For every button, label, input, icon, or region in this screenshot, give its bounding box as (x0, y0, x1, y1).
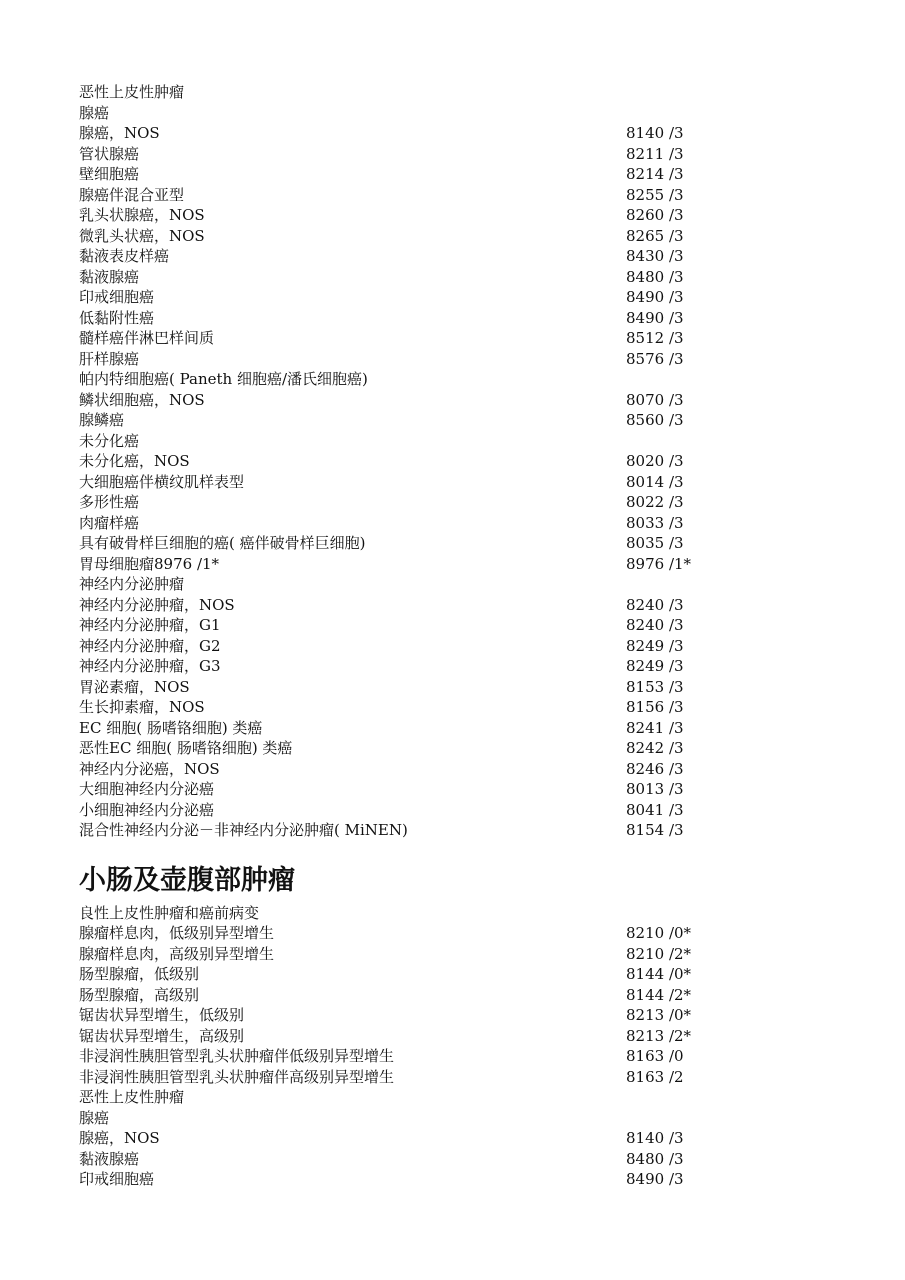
icd-code (626, 1087, 746, 1108)
table-row (79, 1046, 839, 1067)
icd-code: 8246 /3 (626, 759, 684, 778)
term-label: 混合性神经内分泌－非神经内分泌肿瘤( MiNEN) (79, 821, 408, 839)
table-row (79, 738, 839, 759)
table-row (79, 1026, 839, 1047)
term-label: 非浸润性胰胆管型乳头状肿瘤伴低级别异型增生 (79, 1047, 395, 1065)
table-row (79, 246, 839, 267)
icd-code: 8241 /3 (626, 718, 684, 737)
icd-code: 8242 /3 (626, 739, 684, 757)
table-row (79, 554, 839, 575)
term-label: 神经内分泌癌，NOS (79, 759, 220, 778)
term-label: 腺癌，NOS (79, 124, 160, 142)
icd-code: 8240 /3 (626, 595, 684, 614)
icd-code (626, 431, 746, 452)
icd-code: 8035 /3 (626, 534, 684, 552)
term-label: 大细胞神经内分泌癌 (79, 780, 215, 798)
icd-code (626, 103, 746, 124)
term-label: 印戒细胞癌 (79, 288, 155, 306)
table-row (79, 718, 839, 739)
icd-code (626, 574, 746, 595)
table-row (79, 944, 839, 965)
term-label: 黏液腺癌 (79, 267, 140, 286)
table-row (79, 533, 839, 554)
icd-code: 8976 /1* (626, 554, 692, 573)
table-row (79, 1108, 839, 1129)
term-label: 腺癌 (79, 103, 110, 122)
icd-code: 8255 /3 (626, 185, 684, 204)
table-row (79, 103, 839, 124)
table-row (79, 595, 839, 616)
term-label: 壁细胞癌 (79, 165, 140, 183)
table-row (79, 964, 839, 985)
table-row (79, 390, 839, 411)
table-row (79, 144, 839, 165)
icd-code: 8013 /3 (626, 780, 684, 798)
icd-code (626, 1108, 746, 1129)
term-label: 未分化癌，NOS (79, 452, 190, 470)
term-label: 肝样腺癌 (79, 349, 140, 368)
icd-code: 8490 /3 (626, 1170, 684, 1188)
icd-code: 8140 /3 (626, 1129, 684, 1147)
icd-code: 8153 /3 (626, 677, 684, 696)
term-label: 腺瘤样息肉，低级别异型增生 (79, 924, 275, 942)
term-label: 神经内分泌肿瘤，G2 (79, 636, 221, 655)
icd-code: 8033 /3 (626, 513, 684, 532)
term-label: 神经内分泌肿瘤 (79, 575, 185, 593)
table-row (79, 800, 839, 821)
icd-code: 8163 /0 (626, 1047, 684, 1065)
table-row (79, 923, 839, 944)
table-row (79, 1128, 839, 1149)
term-label: 具有破骨样巨细胞的癌( 癌伴破骨样巨细胞) (79, 534, 366, 552)
icd-code: 8560 /3 (626, 411, 684, 429)
icd-code: 8213 /2* (626, 1026, 692, 1045)
term-label: 腺癌伴混合亚型 (79, 185, 185, 204)
table-row (79, 1067, 839, 1088)
table-row (79, 267, 839, 288)
table-row (79, 759, 839, 780)
icd-code: 8144 /0* (626, 965, 692, 983)
term-label: 恶性上皮性肿瘤 (79, 83, 185, 101)
term-label: 肉瘤样癌 (79, 513, 140, 532)
term-label: 恶性EC 细胞( 肠嗜铬细胞) 类癌 (79, 739, 293, 757)
term-label: 非浸润性胰胆管型乳头状肿瘤伴高级别异型增生 (79, 1067, 395, 1086)
term-label: 神经内分泌肿瘤，G1 (79, 616, 221, 634)
table-row (79, 185, 839, 206)
icd-code (626, 82, 746, 103)
icd-code: 8014 /3 (626, 472, 684, 491)
icd-code: 8041 /3 (626, 800, 684, 819)
table-row (79, 1087, 839, 1108)
term-label: 生长抑素瘤，NOS (79, 698, 205, 716)
icd-code: 8020 /3 (626, 452, 684, 470)
table-row (79, 226, 839, 247)
icd-code: 8480 /3 (626, 267, 684, 286)
icd-code: 8265 /3 (626, 226, 684, 245)
table-row (79, 287, 839, 308)
table-row (79, 472, 839, 493)
table-row (79, 328, 839, 349)
section-heading: 小肠及壶腹部肿瘤 (79, 864, 295, 896)
section-2-list (79, 903, 839, 1190)
icd-code (626, 369, 746, 390)
term-label: 乳头状腺癌，NOS (79, 206, 205, 224)
table-row (79, 985, 839, 1006)
table-row (79, 369, 839, 390)
term-label: 帕内特细胞癌( Paneth 细胞癌/潘氏细胞癌) (79, 370, 368, 388)
icd-code: 8240 /3 (626, 616, 684, 634)
term-label: 腺癌 (79, 1108, 110, 1127)
term-label: EC 细胞( 肠嗜铬细胞) 类癌 (79, 718, 263, 737)
term-label: 管状腺癌 (79, 144, 140, 163)
term-label: 腺癌，NOS (79, 1129, 160, 1147)
icd-code: 8070 /3 (626, 390, 684, 409)
section-1-list (79, 82, 839, 841)
table-row (79, 1005, 839, 1026)
term-label: 胃母细胞瘤8976 /1* (79, 554, 220, 573)
icd-code: 8249 /3 (626, 657, 684, 675)
icd-code: 8140 /3 (626, 124, 684, 142)
term-label: 髓样癌伴淋巴样间质 (79, 329, 215, 347)
term-label: 低黏附性癌 (79, 308, 155, 327)
table-row (79, 410, 839, 431)
term-label: 锯齿状异型增生，高级别 (79, 1026, 245, 1045)
table-row (79, 820, 839, 841)
table-row (79, 1149, 839, 1170)
icd-code: 8210 /0* (626, 924, 692, 942)
term-label: 未分化癌 (79, 431, 140, 450)
icd-code: 8214 /3 (626, 165, 684, 183)
table-row (79, 677, 839, 698)
term-label: 神经内分泌肿瘤，G3 (79, 657, 221, 675)
icd-code: 8156 /3 (626, 698, 684, 716)
table-row (79, 492, 839, 513)
icd-code: 8480 /3 (626, 1149, 684, 1168)
document-page (79, 82, 839, 1190)
table-row (79, 636, 839, 657)
icd-code: 8490 /3 (626, 308, 684, 327)
table-row (79, 903, 839, 924)
term-label: 胃泌素瘤，NOS (79, 677, 190, 696)
icd-code: 8022 /3 (626, 493, 684, 511)
table-row (79, 164, 839, 185)
term-label: 腺鳞癌 (79, 411, 125, 429)
icd-code: 8249 /3 (626, 636, 684, 655)
icd-code: 8210 /2* (626, 944, 692, 963)
icd-code: 8213 /0* (626, 1006, 692, 1024)
term-label: 大细胞癌伴横纹肌样表型 (79, 472, 245, 491)
table-row (79, 451, 839, 472)
term-label: 小细胞神经内分泌癌 (79, 800, 215, 819)
icd-code: 8512 /3 (626, 329, 684, 347)
icd-code (626, 903, 746, 924)
icd-code: 8144 /2* (626, 985, 692, 1004)
term-label: 肠型腺瘤，高级别 (79, 985, 200, 1004)
table-row (79, 697, 839, 718)
table-row (79, 349, 839, 370)
term-label: 微乳头状癌，NOS (79, 226, 205, 245)
table-row (79, 615, 839, 636)
table-row (79, 574, 839, 595)
term-label: 多形性癌 (79, 493, 140, 511)
table-row (79, 205, 839, 226)
table-row (79, 779, 839, 800)
term-label: 黏液表皮样癌 (79, 247, 170, 265)
table-row (79, 1169, 839, 1190)
table-row (79, 82, 839, 103)
icd-code: 8490 /3 (626, 288, 684, 306)
term-label: 黏液腺癌 (79, 1149, 140, 1168)
icd-code: 8211 /3 (626, 144, 684, 163)
icd-code: 8430 /3 (626, 247, 684, 265)
icd-code: 8260 /3 (626, 206, 684, 224)
table-row (79, 308, 839, 329)
term-label: 恶性上皮性肿瘤 (79, 1088, 185, 1106)
term-label: 腺瘤样息肉，高级别异型增生 (79, 944, 275, 963)
term-label: 锯齿状异型增生，低级别 (79, 1006, 245, 1024)
term-label: 神经内分泌肿瘤，NOS (79, 595, 235, 614)
table-row (79, 123, 839, 144)
term-label: 肠型腺瘤，低级别 (79, 965, 200, 983)
icd-code: 8154 /3 (626, 821, 684, 839)
term-label: 良性上皮性肿瘤和癌前病变 (79, 903, 260, 922)
icd-code: 8163 /2 (626, 1067, 684, 1086)
table-row (79, 431, 839, 452)
icd-code: 8576 /3 (626, 349, 684, 368)
table-row (79, 513, 839, 534)
table-row (79, 656, 839, 677)
term-label: 印戒细胞癌 (79, 1170, 155, 1188)
term-label: 鳞状细胞癌，NOS (79, 390, 205, 409)
